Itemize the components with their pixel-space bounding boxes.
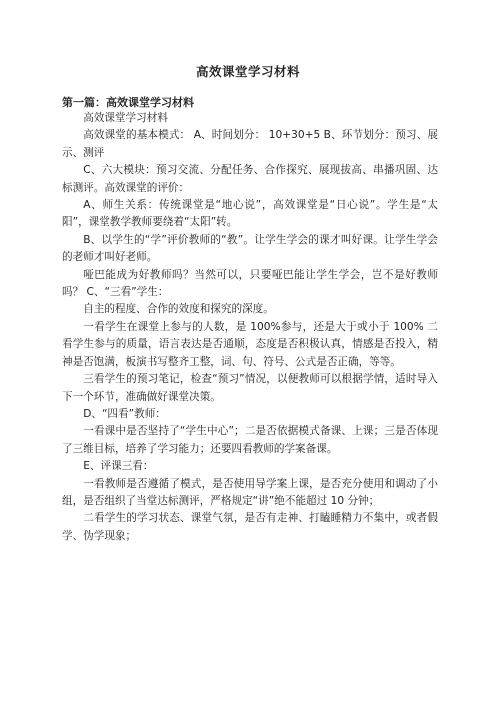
paragraph: 一看课中是否坚持了“学生中心”；二是否依据模式备课、上课；三是否体现了三维目标，培养了学习能力；还要四看教师的学案备课。 [62, 425, 438, 455]
paragraph: E、评课三看： [83, 460, 154, 473]
paragraph: 哑巴能成为好教师吗？当然可以，只要哑巴能让学生学会，岂不是好教师吗？ C、“三看”学生： [62, 268, 438, 299]
document-title: 高效课堂学习材料 [195, 64, 300, 79]
paragraph: 一看学生在课堂上参与的人数，是 100%参与，还是大于或小于 100% 二看学生参与的质量，语言表达是否通顺，态度是否积极认真，情感是否投入，精神是否饱满，板演书写整齐工整，词、句、符号、公式是否正确，等等。 [62, 320, 438, 368]
paragraph: 三看学生的预习笔记，检查“预习”情况，以便教师可以根据学情，适时导入下一个环节，准确做好课堂决策。 [62, 373, 438, 403]
paragraph: 一看教师是否遵循了模式，是否使用导学案上课，是否充分使用和调动了小组，是否组织了当堂达标测评，严格规定“讲”绝不能超过 10 分钟； [62, 477, 438, 507]
paragraph: A、师生关系：传统课堂是“地心说”，高效课堂是“日心说”。学生是“太阳”，课堂教学教师要绕着“太阳”转。 [62, 199, 438, 229]
paragraph: 高效课堂的基本模式： A、时间划分： 10+30+5 B、环节划分：预习、展示、测评 [62, 129, 438, 159]
paragraph: 高效课堂学习材料 [83, 112, 168, 124]
paragraph: C、六大模块：预习交流、分配任务、合作探究、展现拔高、串播巩固、达标测评。高效课堂的评价： [62, 164, 438, 194]
paragraph: 自主的程度、合作的效度和探究的深度。 [83, 303, 274, 316]
document-body [62, 110, 438, 545]
paragraph: B、以学生的“学”评价教师的“教”。让学生学会的课才叫好课。让学生学会的老师才叫好老师。 [62, 233, 438, 264]
section-heading: 第一篇：高效课堂学习材料 [62, 96, 194, 109]
paragraph: D、“四看”教师： [83, 407, 166, 420]
paragraph: 二看学生的学习状态、课堂气氛，是否有走神、打瞌睡精力不集中，或者假学、伪学现象； [62, 512, 438, 542]
